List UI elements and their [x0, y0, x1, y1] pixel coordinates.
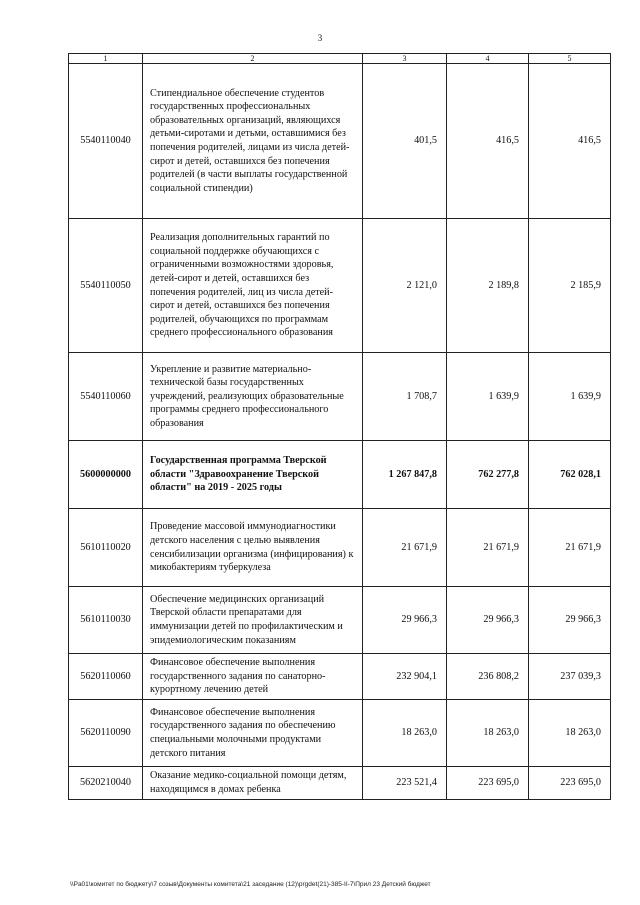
- row-description: Реализация дополнительных гарантий по социальной поддержке обучающихся с ограниченными возможностями здоровья, детей-сирот и детей, оставшихся без попечения родителей, лиц из числа детей-сирот и детей, оставшихся без попечения родителей, обучающихся по программам среднего профессионального образования: [143, 219, 363, 353]
- row-value-col3: 2 121,0: [363, 219, 447, 353]
- row-value-col3: 1 267 847,8: [363, 441, 447, 509]
- row-value-col4: 223 695,0: [447, 767, 529, 800]
- row-value-col3: 21 671,9: [363, 509, 447, 587]
- row-description: Финансовое обеспечение выполнения государственного задания по обеспечению специальными молочными продуктами детского питания: [143, 700, 363, 767]
- row-value-col5: 237 039,3: [529, 654, 611, 700]
- row-value-col4: 416,5: [447, 64, 529, 219]
- row-value-col4: 29 966,3: [447, 587, 529, 654]
- header-cell-4: 4: [447, 54, 529, 64]
- header-cell-1: 1: [69, 54, 143, 64]
- table-row: [69, 509, 611, 587]
- row-code: 5540110060: [69, 353, 143, 441]
- row-value-col3: 401,5: [363, 64, 447, 219]
- row-value-col3: 223 521,4: [363, 767, 447, 800]
- row-code: 5620110090: [69, 700, 143, 767]
- row-code: 5620110060: [69, 654, 143, 700]
- table-row: [69, 700, 611, 767]
- row-value-col4: 1 639,9: [447, 353, 529, 441]
- row-value-col3: 29 966,3: [363, 587, 447, 654]
- row-code: 5620210040: [69, 767, 143, 800]
- row-description: Оказание медико-социальной помощи детям, находящимся в домах ребенка: [143, 767, 363, 800]
- table-row-program-total: [69, 441, 611, 509]
- row-description: Финансовое обеспечение выполнения государственного задания по санаторно-курортному лечению детей: [143, 654, 363, 700]
- table-row: [69, 587, 611, 654]
- row-description: Укрепление и развитие материально-технической базы государственных учреждений, реализующих образовательные программы среднего профессионального образования: [143, 353, 363, 441]
- table-row: [69, 219, 611, 353]
- row-description: Стипендиальное обеспечение студентов государственных профессиональных образовательных организаций, являющихся детьми-сиротами и детьми, оставшимися без попечения родителей, лицами из числа детей-сирот и детей, оставшихся без попечения родителей (в части выплаты государственной социальной стипендии): [143, 64, 363, 219]
- row-code: 5610110020: [69, 509, 143, 587]
- row-value-col4: 2 189,8: [447, 219, 529, 353]
- row-description: Проведение массовой иммунодиагностики детского населения с целью выявления сенсибилизации организма (инфицирования) к микобактериям туберкулеза: [143, 509, 363, 587]
- table-header-row: [69, 54, 611, 64]
- row-value-col5: 21 671,9: [529, 509, 611, 587]
- row-value-col4: 236 808,2: [447, 654, 529, 700]
- row-code: 5610110030: [69, 587, 143, 654]
- row-value-col3: 1 708,7: [363, 353, 447, 441]
- page-number: 3: [317, 33, 323, 43]
- row-value-col3: 18 263,0: [363, 700, 447, 767]
- row-value-col4: 21 671,9: [447, 509, 529, 587]
- row-value-col4: 762 277,8: [447, 441, 529, 509]
- row-description: Государственная программа Тверской области "Здравоохранение Тверской области" на 2019 - 2025 годы: [143, 441, 363, 509]
- row-value-col5: 2 185,9: [529, 219, 611, 353]
- table-row: [69, 353, 611, 441]
- row-value-col4: 18 263,0: [447, 700, 529, 767]
- row-description: Обеспечение медицинских организаций Тверской области препаратами для иммунизации детей по профилактическим и эпидемиологическим показаниям: [143, 587, 363, 654]
- row-code: 5540110050: [69, 219, 143, 353]
- table-row: [69, 767, 611, 800]
- row-value-col5: 1 639,9: [529, 353, 611, 441]
- header-cell-5: 5: [529, 54, 611, 64]
- row-code: 5540110040: [69, 64, 143, 219]
- row-value-col3: 232 904,1: [363, 654, 447, 700]
- budget-table: [68, 53, 611, 800]
- row-value-col5: 29 966,3: [529, 587, 611, 654]
- row-code: 5600000000: [69, 441, 143, 509]
- row-value-col5: 223 695,0: [529, 767, 611, 800]
- row-value-col5: 416,5: [529, 64, 611, 219]
- table-row: [69, 64, 611, 219]
- footer-file-path: \\Pa01\комитет по бюджету\7 созыв\Документы комитета\21 заседание (12)\prgdet(21)-385-II-7\Прил 23 Детский бюджет: [70, 881, 431, 888]
- row-value-col5: 762 028,1: [529, 441, 611, 509]
- header-cell-2: 2: [143, 54, 363, 64]
- table-row: [69, 654, 611, 700]
- row-value-col5: 18 263,0: [529, 700, 611, 767]
- header-cell-3: 3: [363, 54, 447, 64]
